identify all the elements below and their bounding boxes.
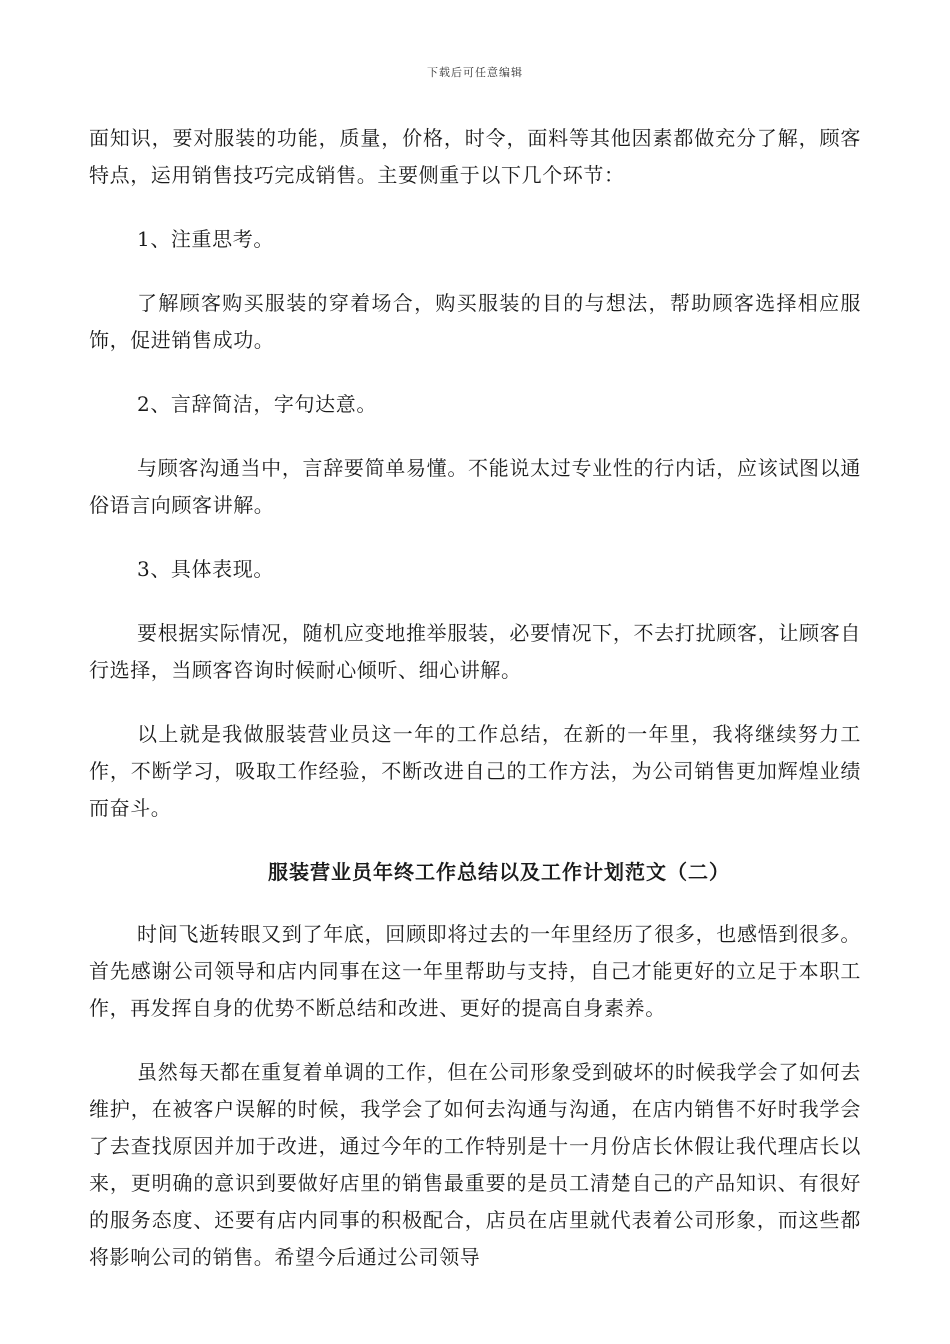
page-header: 下载后可任意编辑 [427, 66, 523, 79]
document-body [89, 120, 861, 1303]
paragraph: 与顾客沟通当中，言辞要简单易懂。不能说太过专业性的行内话，应该试图以通俗语言向顾客讲解。 [89, 456, 861, 517]
list-heading-2: 2、言辞简洁，字句达意。 [137, 392, 377, 416]
list-heading-3: 3、具体表现。 [137, 557, 274, 581]
paragraph-continuation: 面知识，要对服装的功能，质量，价格，时令，面料等其他因素都做充分了解，顾客特点，运用销售技巧完成销售。主要侧重于以下几个环节： [89, 126, 861, 187]
paragraph: 时间飞逝转眼又到了年底，回顾即将过去的一年里经历了很多，也感悟到很多。首先感谢公司领导和店内同事在这一年里帮助与支持，自己才能更好的立足于本职工作，再发挥自身的优势不断总结和改进、更好的提高自身素养。 [89, 922, 861, 1020]
paragraph: 了解顾客购买服装的穿着场合，购买服装的目的与想法，帮助顾客选择相应服饰，促进销售成功。 [89, 291, 861, 352]
paragraph: 虽然每天都在重复着单调的工作，但在公司形象受到破坏的时候我学会了如何去维护，在被客户误解的时候，我学会了如何去沟通与沟通，在店内销售不好时我学会了去查找原因并加于改进，通过今年的工作特别是十一月份店长休假让我代理店长以来，更明确的意识到要做好店里的销售最重要的是员工清楚自己的产品知识、有很好的服务态度、还要有店内同事的积极配合，店员在店里就代表着公司形象，而这些都将影响公司的销售。希望今后通过公司领导 [89, 1060, 861, 1269]
paragraph: 要根据实际情况，随机应变地推举服装，必要情况下，不去打扰顾客，让顾客自行选择，当顾客咨询时候耐心倾听、细心讲解。 [89, 621, 861, 682]
section-title: 服装营业员年终工作总结以及工作计划范文（二） [268, 860, 730, 884]
list-heading-1: 1、注重思考。 [137, 227, 274, 251]
paragraph-conclusion: 以上就是我做服装营业员这一年的工作总结，在新的一年里，我将继续努力工作，不断学习，吸取工作经验，不断改进自己的工作方法，为公司销售更加辉煌业绩而奋斗。 [89, 722, 861, 820]
